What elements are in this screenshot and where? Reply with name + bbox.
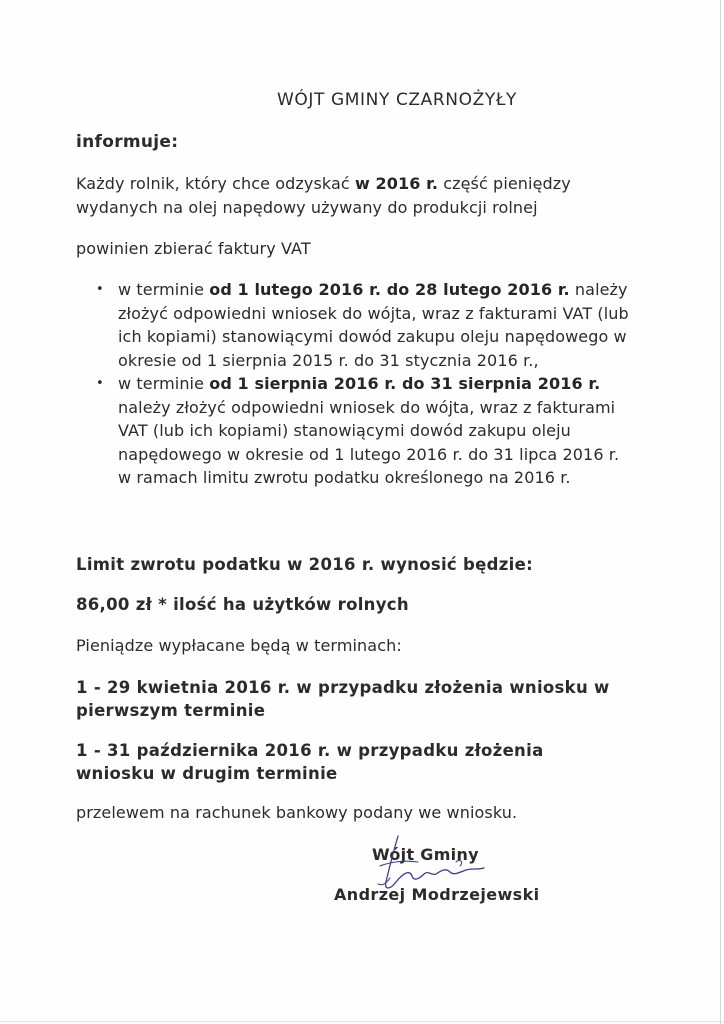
handwritten-signature [360,832,500,902]
document-heading: WÓJT GMINY CZARNOŻYŁY [277,90,517,110]
signature-name: Andrzej Modrzejewski [334,885,540,904]
bullet-icon: • [96,376,104,391]
list-item: • w terminie od 1 lutego 2016 r. do 28 lutego 2016 r. należy złożyć odpowiedni wniosek do wójta, wraz z fakturami VAT (lub ich kopiami) stanowiącymi dowód zakupu oleju napędowego w okresie od 1 sierpnia 2015 r. do 31 stycznia 2016 r., [96,280,629,370]
informuje-label: informuje: [76,132,179,152]
bullet-icon: • [96,282,104,297]
scan-bottom-edge [0,1021,724,1022]
list-item: • w terminie od 1 sierpnia 2016 r. do 31 sierpnia 2016 r. należy złożyć odpowiedni wniosek do wójta, wraz z fakturami VAT (lub ich kopiami) stanowiącymi dowód zakupu oleju napędowego w okresie od 1 lutego 2016 r. do 31 lipca 2016 r. w ramach limitu zwrotu podatku określonego na 2016 r. [96,374,620,487]
limit-value: 86,00 zł * ilość ha użytków rolnych [76,595,409,614]
payment-term-2: 1 - 31 października 2016 r. w przypadku złożenia wniosku w drugim terminie [76,741,544,783]
scan-edge [720,0,721,1024]
signature-title: Wójt Gminy [372,845,479,864]
vat-paragraph: powinien zbierać faktury VAT [76,239,311,258]
closing-line: przelewem na rachunek bankowy podany we wniosku. [76,803,518,822]
payment-intro: Pieniądze wypłacane będą w terminach: [76,636,402,655]
payment-term-1: 1 - 29 kwietnia 2016 r. w przypadku złożenia wniosku w pierwszym terminie [76,678,610,720]
limit-label: Limit zwrotu podatku w 2016 r. wynosić będzie: [76,555,533,574]
deadline-list [76,278,636,490]
intro-paragraph: Każdy rolnik, który chce odzyskać w 2016 r. część pieniędzy wydanych na olej napędowy używany do produkcji rolnej [76,174,571,217]
